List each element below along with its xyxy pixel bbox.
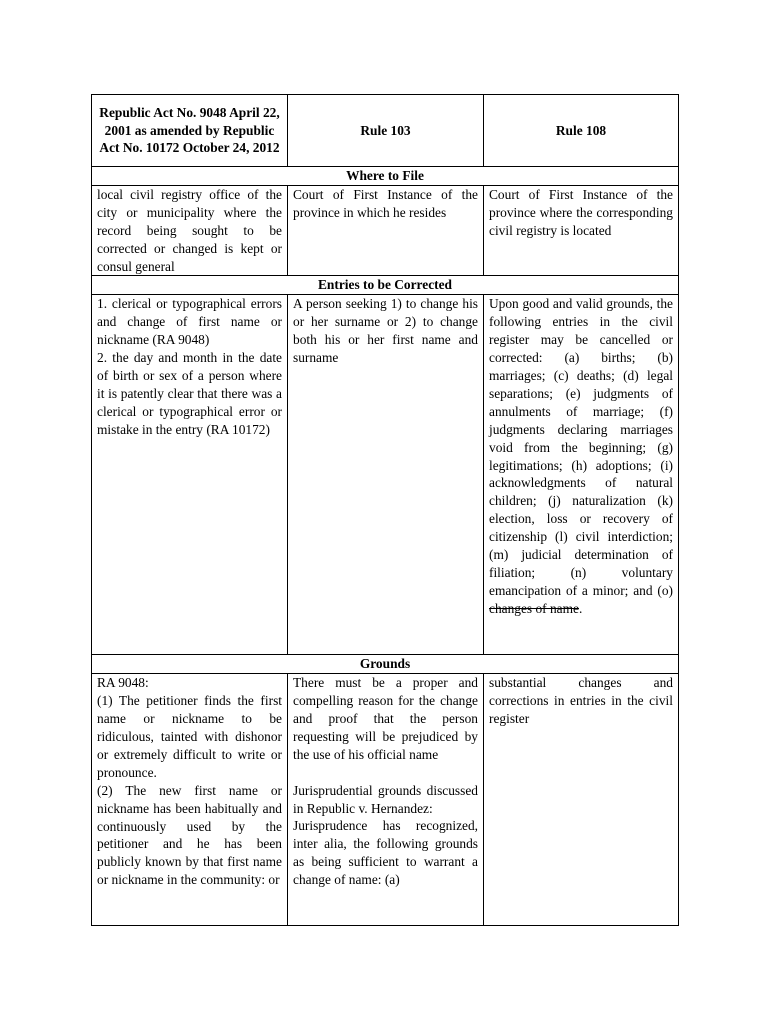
struck-text: changes of name	[489, 600, 579, 616]
entries-ra-item-1: 1. clerical or typographical errors and change of first name or nickname (RA 9048)	[97, 296, 282, 348]
entries-rule108-text: Upon good and valid grounds, the following entries in the civil register may be cancelled or corrected: (a) births; (b) marriages; (c) deaths; (d) legal separations; (e) judgments of annulments of marriage; (f) judgments declaring marriages void from the beginning; (g) legitimations; (h) adoptions; (i) acknowledgments of natural children; (j) naturalization (k) election, loss or recovery of citizenship (l) civil interdiction; (m) judicial determination of filiation; (n) voluntary emancipation of a minor; and (o)	[489, 296, 673, 598]
where-ra-cell: local civil registry office of the city or municipality where the record being sought to be corrected or changed is kept or consul general	[92, 185, 288, 276]
entries-ra-item-2: 2. the day and month in the date of birth or sex of a person where it is patently clear that there was a clerical or typographical error or mistake in the entry (RA 10172)	[97, 350, 282, 437]
paragraph-gap	[293, 764, 478, 782]
grounds-rule103-para-2: Jurisprudential grounds discussed in Republic v. Hernandez:	[293, 782, 478, 816]
where-rule108-cell: Court of First Instance of the province where the corresponding civil registry is located	[484, 185, 679, 276]
header-rule-103: Rule 103	[288, 95, 484, 167]
section-title-entries: Entries to be Corrected	[92, 276, 679, 295]
grounds-rule103-para-1: There must be a proper and compelling reason for the change and proof that the person requesting will be prejudiced by the use of his official name	[293, 675, 478, 762]
grounds-ra-cell	[92, 674, 288, 926]
where-rule103-cell: Court of First Instance of the province in which he resides	[288, 185, 484, 276]
grounds-ra-heading: RA 9048:	[97, 675, 149, 691]
header-rule-108: Rule 108	[484, 95, 679, 167]
entries-rule108-period: .	[578, 600, 583, 616]
section-row-entries	[92, 276, 679, 295]
grounds-rule108-cell: substantial changes and corrections in entries in the civil register	[484, 674, 679, 926]
grounds-rule103-para-3: Jurisprudence has recognized, inter alia, the following grounds as being sufficient to warrant a change of name: (a)	[293, 818, 478, 888]
grounds-ra-item-2: (2) The new first name or nickname has been habitually and continuously used by the petitioner and he has been publicly known by that first name or nickname in the community: or	[97, 782, 282, 888]
section-row-grounds	[92, 655, 679, 674]
grounds-rule103-cell	[288, 674, 484, 926]
table-row	[92, 674, 679, 926]
comparison-table	[91, 94, 679, 926]
section-title-grounds: Grounds	[92, 655, 679, 674]
entries-rule103-cell: A person seeking 1) to change his or her surname or 2) to change both his or her first name and surname	[288, 295, 484, 655]
grounds-ra-item-1: (1) The petitioner finds the first name or nickname to be ridiculous, tainted with dishonor or extremely difficult to write or pronounce.	[97, 693, 282, 780]
section-row-where-to-file	[92, 167, 679, 186]
entries-rule108-cell	[484, 295, 679, 655]
header-ra-9048: Republic Act No. 9048 April 22, 2001 as amended by Republic Act No. 10172 October 24, 2012	[92, 95, 288, 167]
table-row	[92, 295, 679, 655]
section-title-where-to-file: Where to File	[92, 167, 679, 186]
table-row	[92, 185, 679, 276]
table-header-row	[92, 95, 679, 167]
entries-ra-cell	[92, 295, 288, 655]
